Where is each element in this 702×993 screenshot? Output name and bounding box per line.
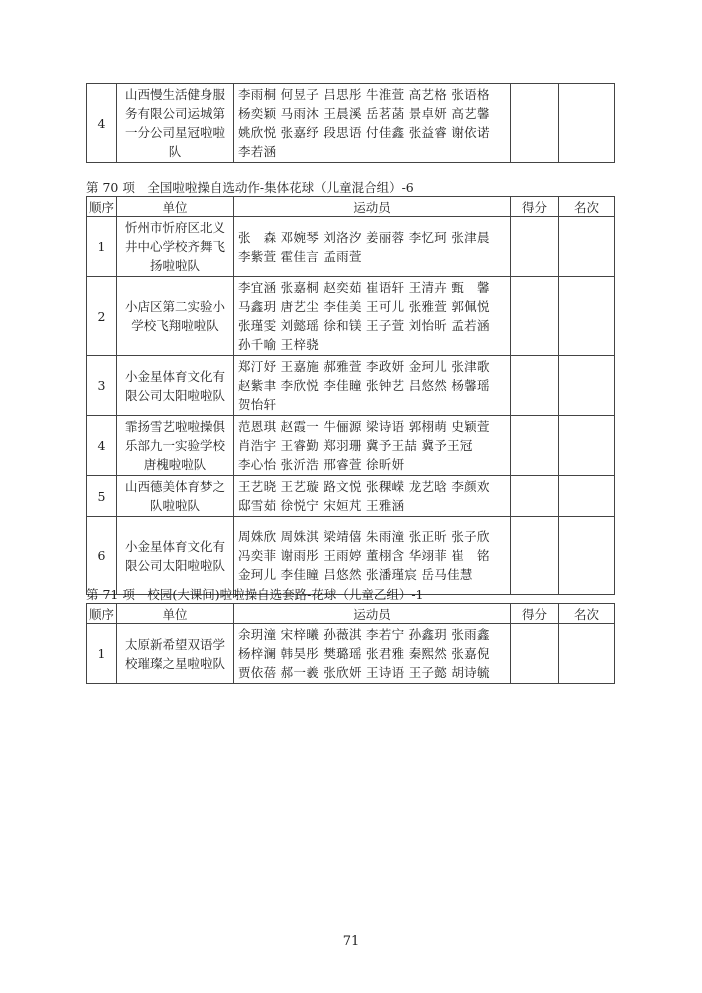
row-seq: 4 [87,416,117,476]
athlete-line: 邸雪茹 徐悦宁 宋姮芃 王雅涵 [238,498,405,513]
table-header-row [87,604,615,624]
results-table [86,196,615,595]
row-seq: 1 [87,624,117,684]
row-rank [559,356,615,416]
header-rank: 名次 [559,604,615,624]
athlete-line: 郑汀妤 王嘉施 郝雅萱 李政妍 金珂儿 张津歌 [238,359,490,374]
row-seq: 1 [87,217,117,277]
row-athletes [234,416,511,476]
row-score [511,416,559,476]
athlete-line: 冯奕菲 谢雨彤 王雨婷 董栩含 华翊菲 崔 铭 [238,548,490,563]
athlete-line: 范恩琪 赵霞一 牛俪源 梁诗语 郭栩萌 史颖萱 [238,419,490,434]
athlete-line: 杨奕颖 马雨沐 王晨溪 岳茗菡 景卓妍 高艺馨 [238,106,490,121]
header-seq: 顺序 [87,604,117,624]
results-table [86,603,615,684]
row-score [511,217,559,277]
row-score [511,476,559,517]
row-rank [559,217,615,277]
row-unit: 小店区第二实验小学校飞翔啦啦队 [117,277,234,356]
row-rank [559,84,615,163]
row-athletes [234,517,511,595]
row-unit: 小金星体育文化有限公司太阳啦啦队 [117,356,234,416]
table-row [87,517,615,595]
athlete-line: 李若涵 [238,144,277,159]
athlete-line: 李心怡 张沂浩 邢睿萱 徐昕妍 [238,457,405,472]
header-unit: 单位 [117,197,234,217]
athlete-line: 孙千喻 王梓骁 [238,337,320,352]
row-athletes [234,84,511,163]
row-score [511,277,559,356]
row-rank [559,416,615,476]
row-seq: 6 [87,517,117,595]
table-row [87,217,615,277]
page-number: 71 [342,934,360,949]
row-score [511,356,559,416]
row-rank [559,476,615,517]
row-seq: 2 [87,277,117,356]
row-unit: 山西德美体育梦之队啦啦队 [117,476,234,517]
table-row [87,277,615,356]
athlete-line: 周姝欣 周姝淇 梁靖僖 朱雨潼 张正昕 张子欣 [238,529,490,544]
athlete-line: 李宜涵 张嘉桐 赵奕茹 崔语轩 王清卉 甄 馨 [238,280,490,295]
results-table [86,83,615,163]
row-athletes [234,356,511,416]
row-unit: 忻州市忻府区北义井中心学校齐舞飞扬啦啦队 [117,217,234,277]
table-row [87,624,615,684]
header-rank: 名次 [559,197,615,217]
athlete-line: 贺怡轩 [238,397,277,412]
row-athletes [234,624,511,684]
row-unit: 霏扬雪艺啦啦操俱乐部九一实验学校唐槐啦啦队 [117,416,234,476]
row-seq: 4 [87,84,117,163]
athlete-line: 张 森 邓婉琴 刘洛汐 姜丽蓉 李忆珂 张津晨 [238,229,490,245]
athlete-line: 贾依蓓 郝一羲 张欣妍 王诗语 王子懿 胡诗毓 [238,665,490,680]
row-rank [559,517,615,595]
row-score [511,84,559,163]
athlete-line: 肖浩宇 王睿勤 郑羽珊 冀予王喆 冀予王冠 [238,438,473,453]
athlete-line: 马鑫玥 唐艺尘 李佳美 王可儿 张雅萱 郭佩悦 [238,299,490,314]
table-row [87,84,615,163]
row-unit: 小金星体育文化有限公司太阳啦啦队 [117,517,234,595]
athlete-line: 姚欣悦 张嘉纾 段思语 付佳鑫 张益睿 谢依诺 [238,125,490,140]
header-score: 得分 [511,604,559,624]
row-unit: 太原新希望双语学校璀璨之星啦啦队 [117,624,234,684]
row-score [511,624,559,684]
athlete-line: 余玥潼 宋梓曦 孙薇淇 李若宁 孙鑫玥 张雨鑫 [238,627,490,642]
athlete-line: 李雨桐 何昱子 吕思彤 牛淮萱 高艺格 张语格 [238,87,490,102]
table-row [87,356,615,416]
event-title: 第 71 项 校园(大课间)啦啦操自选套路-花球（儿童乙组）-1 [86,587,424,602]
athlete-line: 王艺晓 王艺璇 路文悦 张稞嵘 龙艺晗 李颜欢 [238,479,490,494]
row-unit: 山西慢生活健身服务有限公司运城第一分公司星冠啦啦队 [117,84,234,163]
row-rank [559,277,615,356]
header-seq: 顺序 [87,197,117,217]
row-athletes [234,217,511,277]
table-header-row [87,197,615,217]
table-row [87,416,615,476]
athlete-line: 李紫萱 霍佳言 孟雨萱 [238,248,362,264]
header-athletes: 运动员 [234,604,511,624]
row-score [511,517,559,595]
header-athletes: 运动员 [234,197,511,217]
athlete-line: 金珂儿 李佳瞳 吕悠然 张潘瑾宸 岳马佳慧 [238,567,473,582]
athlete-line: 张瑾雯 刘懿瑶 徐和镁 王子萱 刘怡昕 孟若涵 [238,318,490,333]
row-rank [559,624,615,684]
row-seq: 3 [87,356,117,416]
athlete-line: 赵紫聿 李欣悦 李佳瞳 张钟艺 吕悠然 杨馨瑶 [238,378,490,393]
athlete-line: 杨梓澜 韩昊彤 樊璐瑶 张君雅 秦熙然 张嘉倪 [238,646,490,661]
row-athletes [234,476,511,517]
header-unit: 单位 [117,604,234,624]
event-title: 第 70 项 全国啦啦操自选动作-集体花球（儿童混合组）-6 [86,180,414,195]
table-row [87,476,615,517]
row-athletes [234,277,511,356]
row-seq: 5 [87,476,117,517]
header-score: 得分 [511,197,559,217]
